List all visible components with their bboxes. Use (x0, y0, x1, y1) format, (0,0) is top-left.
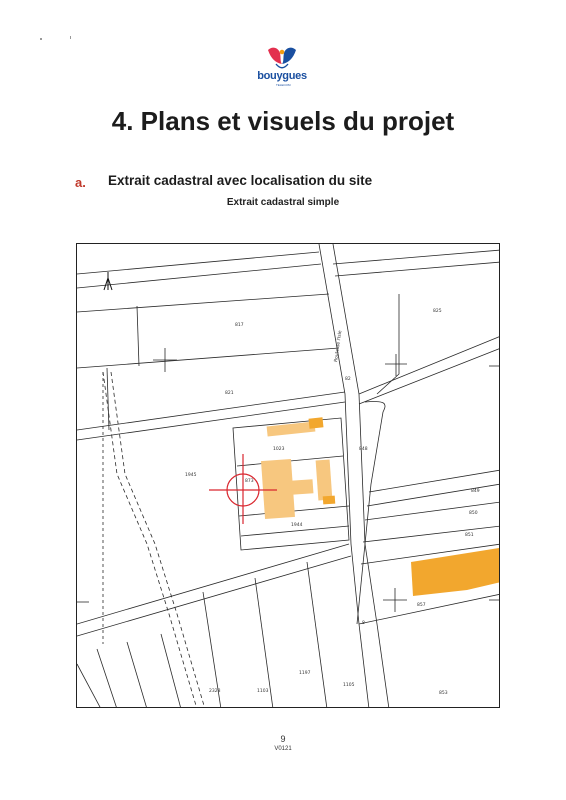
page-title: 4. Plans et visuels du projet (111, 106, 455, 136)
version-code: V0121 (274, 746, 292, 752)
parcel-label: 1023 (273, 447, 285, 452)
scan-mark (40, 38, 42, 40)
cadastral-map-drawing (77, 244, 500, 708)
parcel-label: 82 (345, 377, 351, 382)
section-letter: a. (75, 175, 86, 190)
scan-mark (70, 36, 71, 39)
parcel-label: 821 (225, 391, 234, 396)
parcel-label: 873 (245, 479, 254, 484)
parcel-label: 849 (471, 489, 480, 494)
parcel-label: 2328 (209, 689, 221, 694)
parcel-label: 817 (235, 323, 244, 328)
map-caption: Extrait cadastral simple (226, 197, 340, 208)
parcel-label: 857 (417, 603, 426, 608)
parcel-label: 1945 (185, 473, 197, 478)
brand-sub: TELECOM (276, 83, 291, 87)
parcel-label: 851 (465, 533, 474, 538)
cadastral-map (76, 243, 500, 708)
parcel-label: 1197 (299, 671, 311, 676)
road-name: Route de l'Isle (334, 330, 344, 363)
parcel-label: 850 (469, 511, 478, 516)
bouygues-logo (252, 44, 312, 90)
parcel-label: 825 (433, 309, 442, 314)
north-arrow-icon (104, 272, 112, 290)
parcel-label: 848 (359, 447, 368, 452)
parcel-label: 1105 (343, 683, 355, 688)
parcel-label: 8 (362, 621, 365, 626)
bird-logo-icon (252, 44, 312, 72)
parcel-label: 1944 (291, 523, 303, 528)
parcel-label: 853 (439, 691, 448, 696)
brand-name: bouygues (257, 70, 307, 82)
page-number: 9 (280, 734, 286, 744)
parcel-label: 1103 (257, 689, 269, 694)
section-heading: Extrait cadastral avec localisation du site (108, 173, 373, 188)
